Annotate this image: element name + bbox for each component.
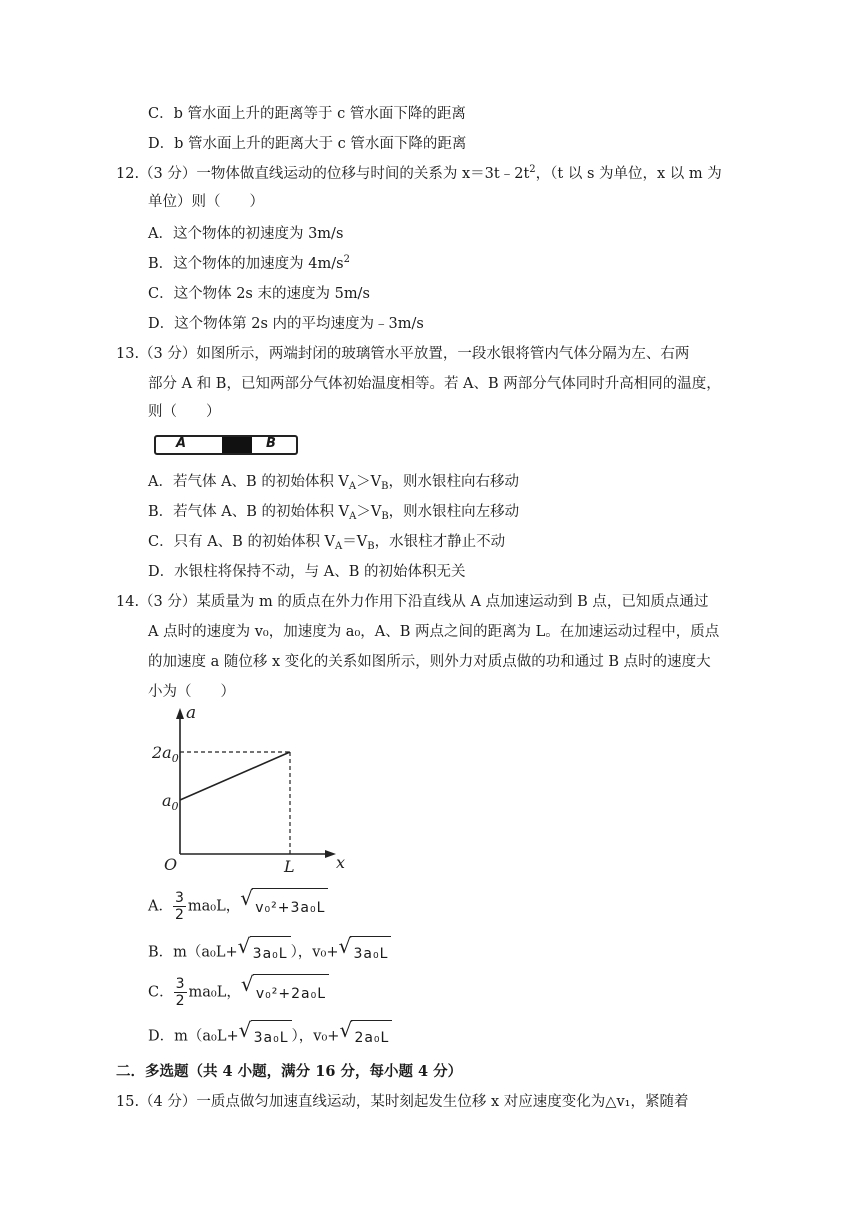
glass-tube-figure bbox=[154, 435, 298, 455]
q14-option-b bbox=[148, 936, 391, 969]
q12-stem-line-1 bbox=[116, 164, 722, 184]
q13-option-c bbox=[148, 532, 505, 552]
q14-option-d-mid: ），v₀+ bbox=[291, 1028, 340, 1045]
q14-option-a-text: ma₀L， bbox=[187, 898, 241, 915]
q14-option-c-fraction bbox=[174, 976, 187, 1009]
fraction-numerator: 3 bbox=[175, 976, 185, 992]
q13-stem-line-3: 则（ ） bbox=[148, 404, 221, 420]
radicand: v₀²+3a₀L bbox=[252, 888, 328, 925]
graph-L-label: L bbox=[284, 857, 295, 876]
q12-stem-text: 12.（3 分）一物体做直线运动的位移与时间的关系为 x＝3t﹣2t bbox=[116, 166, 530, 182]
q11-option-c: C．b 管水面上升的距离等于 c 管水面下降的距离 bbox=[148, 106, 466, 122]
acceleration-displacement-graph bbox=[150, 702, 350, 877]
graph-a-x-line bbox=[180, 752, 290, 800]
q14-option-b-sqrt2 bbox=[338, 936, 391, 969]
q14-option-b-sqrt1 bbox=[238, 936, 291, 969]
q11-option-d: D．b 管水面上升的距离大于 c 管水面下降的距离 bbox=[148, 136, 467, 152]
q12-exponent: 2 bbox=[529, 164, 536, 175]
q12-stem-line-2: 单位）则（ ） bbox=[148, 194, 264, 210]
q14-stem-line-4: 小为（ ） bbox=[148, 684, 235, 700]
section-2-title: 二．多选题（共 4 小题，满分 16 分，每小题 4 分） bbox=[116, 1063, 463, 1080]
radicand: 3a₀L bbox=[350, 936, 391, 969]
q14-option-d-sqrt2 bbox=[339, 1020, 392, 1053]
radicand: v₀²+2a₀L bbox=[253, 974, 329, 1011]
radicand: 2a₀L bbox=[351, 1020, 392, 1053]
q13-option-a bbox=[148, 472, 519, 492]
graph-y-label: a bbox=[186, 703, 197, 723]
q13-option-c-sub2: B bbox=[367, 541, 375, 552]
q13-option-b-mid: ＞V bbox=[356, 504, 382, 520]
graph-a0-sub: 0 bbox=[171, 800, 179, 813]
q13-option-a-mid: ＞V bbox=[356, 474, 382, 490]
graph-a0-label bbox=[162, 791, 179, 813]
q13-option-b bbox=[148, 502, 519, 522]
graph-x-arrow bbox=[325, 850, 336, 858]
q14-stem-line-2: A 点时的速度为 v₀，加速度为 a₀，A、B 两点之间的距离为 L。在加速运动过程中，质点 bbox=[148, 624, 720, 640]
q13-option-c-sub1: A bbox=[335, 541, 343, 552]
q13-option-c-end: ，水银柱才静止不动 bbox=[374, 534, 506, 550]
q12-option-a: A．这个物体的初速度为 3m/s bbox=[148, 226, 344, 242]
q14-option-c-sqrt bbox=[241, 974, 329, 1011]
gas-a-label: A bbox=[176, 436, 187, 451]
radicand: 3a₀L bbox=[250, 936, 291, 969]
q14-option-d-text: D．m（a₀L+ bbox=[148, 1028, 239, 1045]
q14-option-a-sqrt bbox=[240, 888, 328, 925]
q14-option-b-text: B．m（a₀L+ bbox=[148, 944, 238, 961]
q12-option-b-exponent: 2 bbox=[343, 254, 350, 265]
graph-x-label: x bbox=[336, 853, 346, 872]
q13-option-d: D．水银柱将保持不动，与 A、B 的初始体积无关 bbox=[148, 564, 466, 580]
graph-a0-main: a bbox=[162, 791, 172, 810]
radical-sign: √ bbox=[339, 1018, 353, 1042]
radicand: 3a₀L bbox=[251, 1020, 292, 1053]
q14-option-a-label: A． bbox=[148, 898, 173, 915]
q14-option-c-text: ma₀L， bbox=[188, 984, 241, 1001]
q14-option-c-label: C． bbox=[148, 984, 174, 1001]
q13-stem-line-1: 13.（3 分）如图所示，两端封闭的玻璃管水平放置，一段水银将管内气体分隔为左、右两 bbox=[116, 346, 690, 362]
q13-option-c-mid: ＝V bbox=[342, 534, 368, 550]
q14-option-d-sqrt1 bbox=[239, 1020, 292, 1053]
q14-option-a-fraction bbox=[173, 890, 186, 923]
graph-origin-label: O bbox=[164, 855, 178, 874]
q12-option-b-text: B．这个物体的加速度为 4m/s bbox=[148, 256, 344, 272]
q13-option-b-end: ，则水银柱向左移动 bbox=[388, 504, 520, 520]
q12-option-b bbox=[148, 254, 350, 274]
q12-option-d: D．这个物体第 2s 内的平均速度为﹣3m/s bbox=[148, 316, 424, 332]
radical-sign: √ bbox=[240, 972, 254, 996]
q14-option-a bbox=[148, 888, 328, 925]
q13-option-a-sub1: A bbox=[348, 481, 357, 492]
q14-option-d bbox=[148, 1020, 392, 1053]
fraction-denominator: 2 bbox=[174, 907, 184, 923]
q15-stem-line-1: 15.（4 分）一质点做匀加速直线运动，某时刻起发生位移 x 对应速度变化为△v₁，紧随着 bbox=[116, 1094, 689, 1110]
q13-option-a-end: ，则水银柱向右移动 bbox=[388, 474, 519, 490]
radical-sign: √ bbox=[240, 886, 253, 910]
mercury-column bbox=[222, 437, 252, 453]
fraction-denominator: 2 bbox=[175, 993, 185, 1009]
gas-b-region bbox=[252, 437, 296, 453]
graph-2a0-sub: 0 bbox=[171, 752, 179, 765]
fraction-numerator: 3 bbox=[174, 890, 184, 906]
q13-option-b-sub1: A bbox=[349, 511, 357, 522]
q13-option-b-sub2: B bbox=[381, 511, 389, 522]
gas-a-region bbox=[156, 437, 222, 453]
q14-stem-line-1: 14.（3 分）某质量为 m 的质点在外力作用下沿直线从 A 点加速运动到 B 点，已知质点通过 bbox=[116, 594, 709, 610]
q14-stem-line-3: 的加速度 a 随位移 x 变化的关系如图所示，则外力对质点做的功和通过 B 点时的速度大 bbox=[148, 654, 711, 670]
q14-option-c bbox=[148, 974, 329, 1011]
graph-2a0-main: 2a bbox=[152, 743, 172, 762]
q14-option-b-mid: ），v₀+ bbox=[290, 944, 339, 961]
graph-2a0-label bbox=[151, 743, 179, 765]
q12-option-c: C．这个物体 2s 末的速度为 5m/s bbox=[148, 286, 370, 302]
radical-sign: √ bbox=[338, 934, 352, 958]
q13-stem-line-2: 部分 A 和 B，已知两部分气体初始温度相等。若 A、B 两部分气体同时升高相同的温度， bbox=[148, 376, 721, 392]
graph-y-arrow bbox=[176, 708, 184, 719]
radical-sign: √ bbox=[237, 934, 251, 958]
q13-option-a-text: A．若气体 A、B 的初始体积 V bbox=[148, 474, 349, 490]
q13-option-b-text: B．若气体 A、B 的初始体积 V bbox=[148, 504, 350, 520]
gas-b-label: B bbox=[266, 436, 276, 451]
q12-stem-text-end: ，（t 以 s 为单位，x 以 m 为 bbox=[535, 166, 722, 182]
radical-sign: √ bbox=[238, 1018, 252, 1042]
q13-option-c-text: C．只有 A、B 的初始体积 V bbox=[148, 534, 336, 550]
q13-option-a-sub2: B bbox=[381, 481, 389, 492]
